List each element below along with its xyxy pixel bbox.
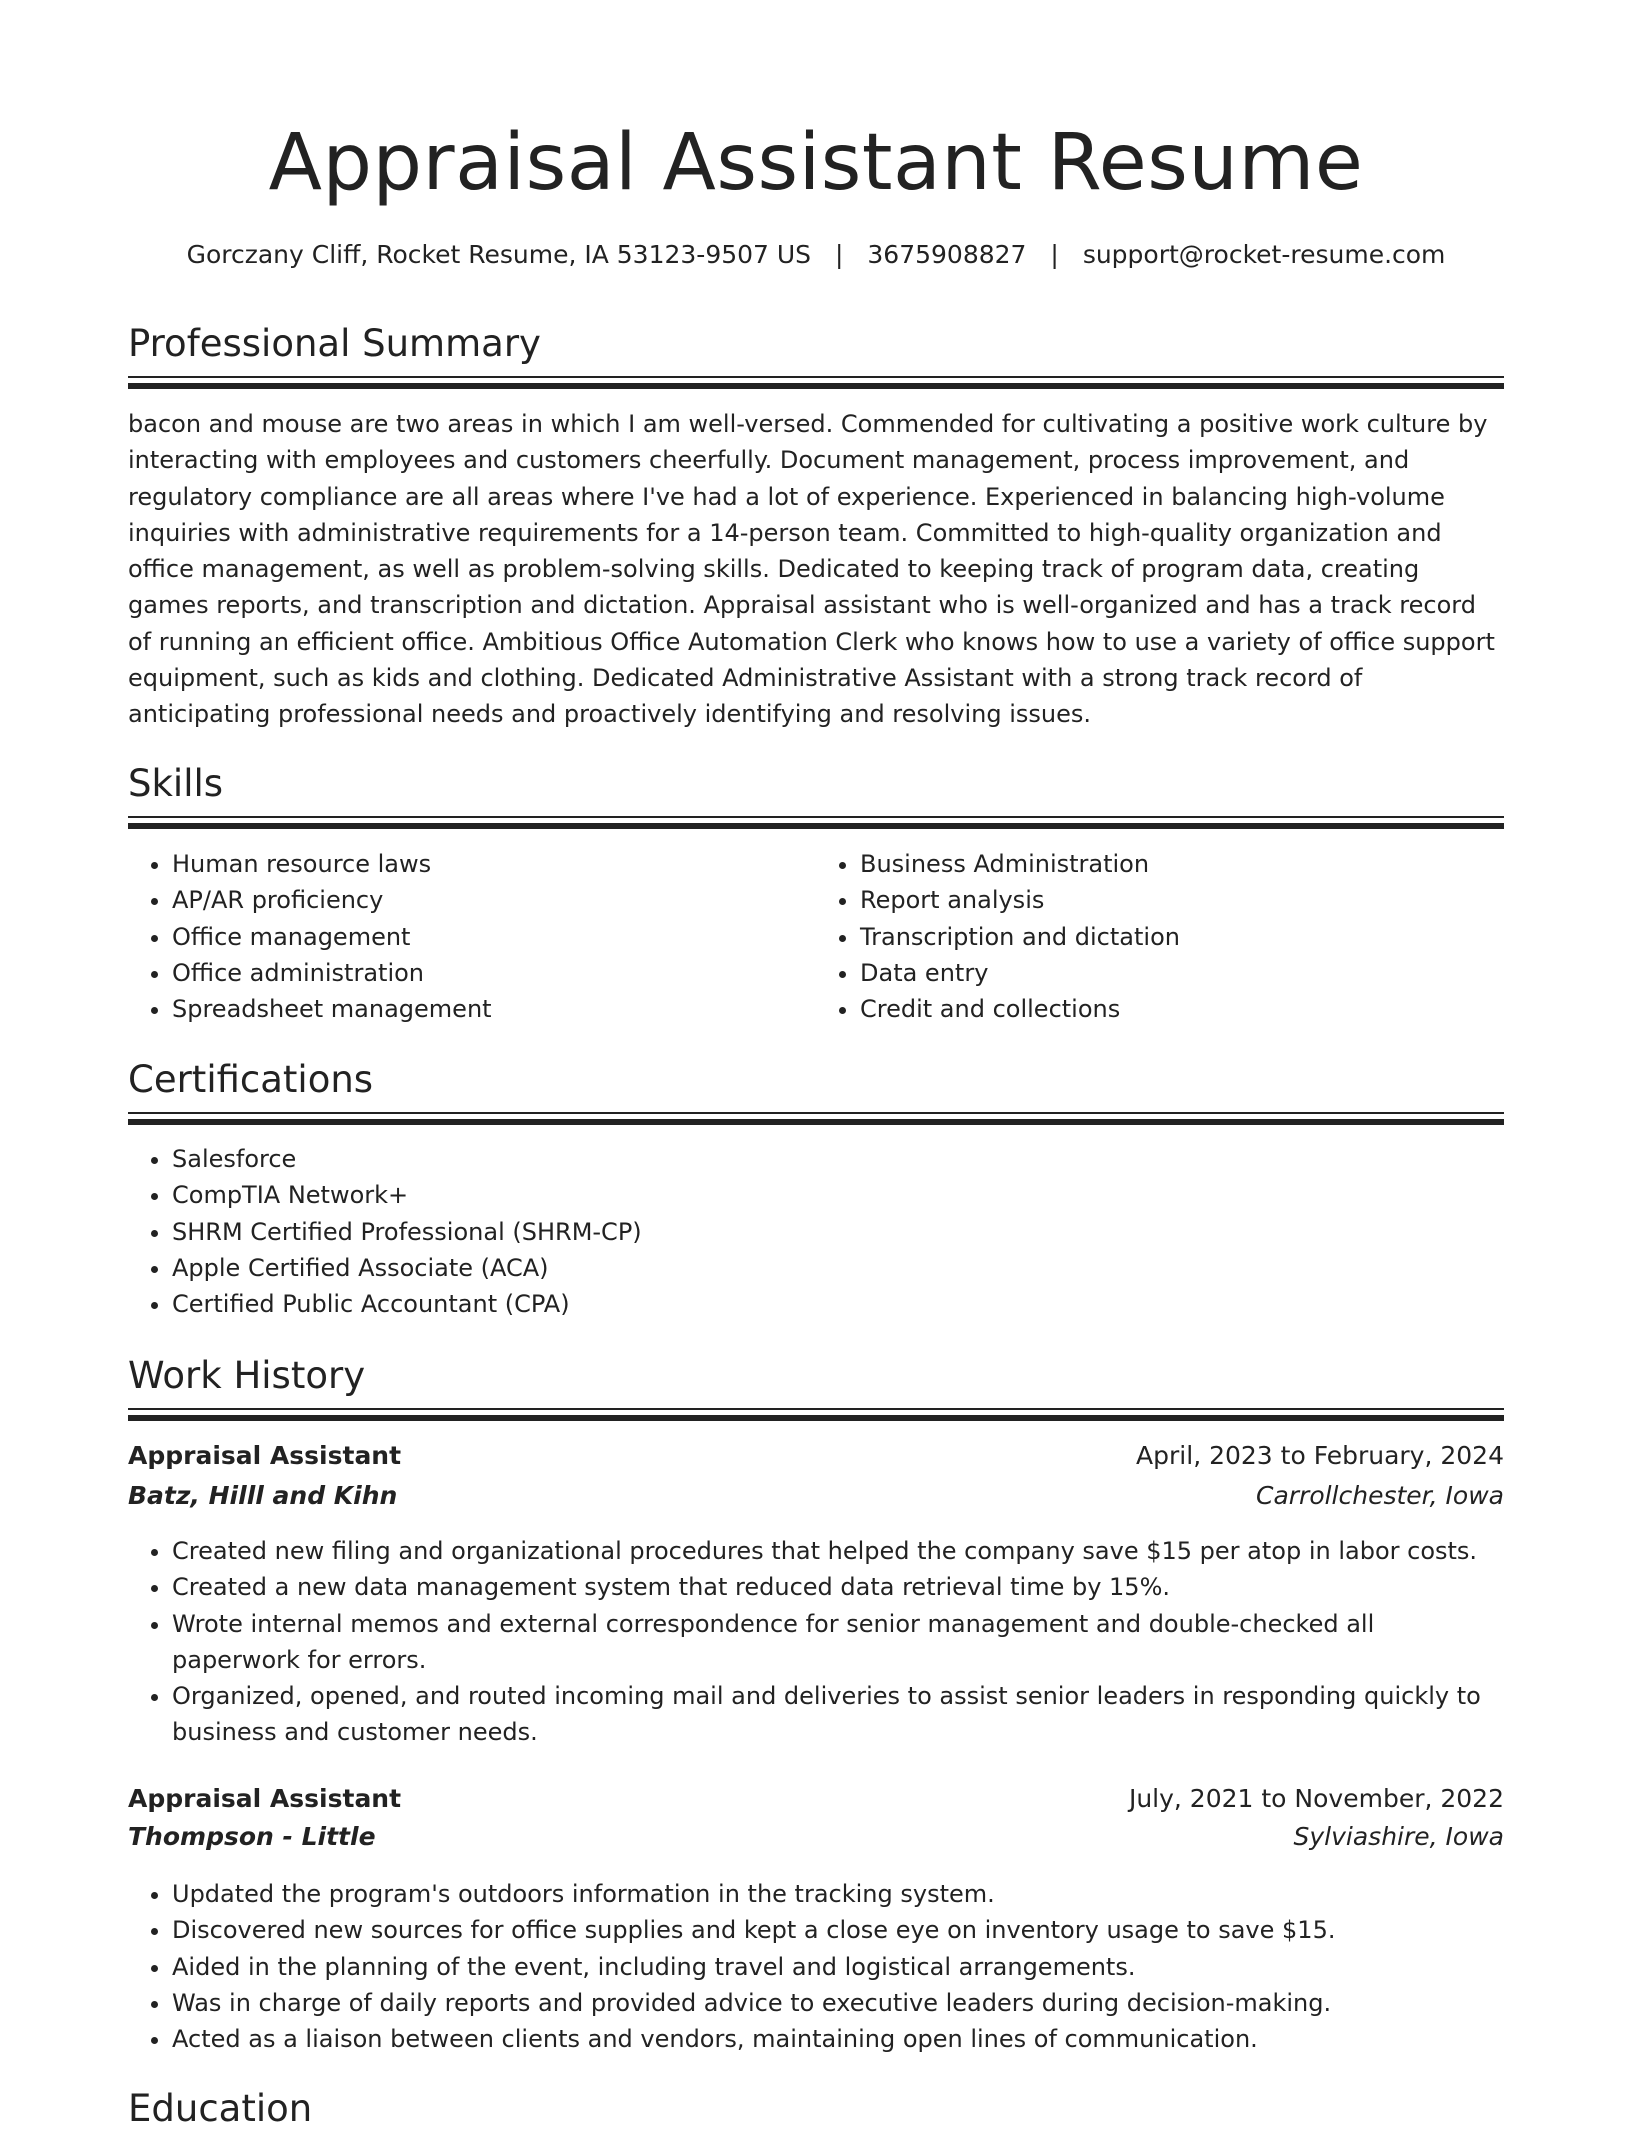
section-rule-thick <box>128 383 1504 389</box>
job-bullet: • Wrote internal memos and external correspondence for senior management and double-checked all paperwork for errors. <box>172 1606 1504 1679</box>
summary-heading: Professional Summary <box>128 322 541 365</box>
job-bullets <box>128 1533 1504 1751</box>
job-dates: April, 2023 to February, 2024 <box>1136 1441 1504 1470</box>
job-bullet: • Updated the program's outdoors information in the tracking system. <box>172 1876 1504 1912</box>
education-section <box>128 2087 1504 2130</box>
summary-text: bacon and mouse are two areas in which I am well-versed. Commended for cultivating a positive work culture by interacting with employees and customers cheerfully. Document management, process improvement, and regulatory compliance are all areas where I've had a lot of experience. Experienced in balancing high-volume inquiries with administrative requirements for a 14-person team. Committed to high-quality organization and office management, as well as problem-solving skills. Dedicated to keeping track of program data, creating games reports, and transcription and dictation. Appraisal assistant who is well-organized and has a track record of running an efficient office. Ambitious Office Automation Clerk who knows how to use a variety of office support equipment, such as kids and clothing. Dedicated Administrative Assistant with a strong track record of anticipating professional needs and proactively identifying and resolving issues. <box>128 410 1495 729</box>
job-dates: July, 2021 to November, 2022 <box>1128 1784 1504 1813</box>
job-location: Sylviashire, Iowa <box>1293 1822 1504 1851</box>
work-heading: Work History <box>128 1354 366 1397</box>
skill-item: • Spreadsheet management <box>172 991 816 1027</box>
job-title: Appraisal Assistant <box>128 1441 402 1470</box>
skills-section <box>128 762 1504 829</box>
certifications-section <box>128 1058 1504 1125</box>
job-bullet: • Discovered new sources for office supplies and kept a close eye on inventory usage to save $15. <box>172 1912 1504 1948</box>
section-rule-thick <box>128 1119 1504 1125</box>
certification-item: • Apple Certified Associate (ACA) <box>172 1250 1504 1286</box>
skills-heading: Skills <box>128 762 224 805</box>
section-rule-thin <box>128 376 1504 378</box>
contact-separator: | <box>1050 240 1059 269</box>
job-bullet: • Aided in the planning of the event, including travel and logistical arrangements. <box>172 1949 1504 1985</box>
skill-item: • Office administration <box>172 955 816 991</box>
contact-phone: 3675908827 <box>867 240 1027 269</box>
education-heading: Education <box>128 2087 313 2130</box>
skill-item: • Data entry <box>860 955 1504 991</box>
skill-item: • AP/AR proficiency <box>172 882 816 918</box>
job-header-row <box>128 1441 1504 1470</box>
work-section <box>128 1354 1504 1421</box>
skill-item: • Transcription and dictation <box>860 919 1504 955</box>
contact-separator: | <box>835 240 844 269</box>
skill-item: • Credit and collections <box>860 991 1504 1027</box>
summary-section <box>128 322 1504 389</box>
job-bullets <box>128 1876 1504 2057</box>
section-rule-thick <box>128 823 1504 829</box>
contact-line <box>128 240 1504 269</box>
certifications-heading: Certifications <box>128 1058 374 1101</box>
job-company: Batz, Hilll and Kihn <box>128 1481 398 1510</box>
contact-address: Gorczany Cliff, Rocket Resume, IA 53123-9507 US <box>186 240 812 269</box>
certification-item: • CompTIA Network+ <box>172 1177 1504 1213</box>
skill-item: • Business Administration <box>860 846 1504 882</box>
certification-item: • Salesforce <box>172 1141 1504 1177</box>
skills-list-right <box>816 846 1504 1027</box>
section-rule-thin <box>128 816 1504 818</box>
job-bullet: • Was in charge of daily reports and provided advice to executive leaders during decision-making. <box>172 1985 1504 2021</box>
job-company: Thompson - Little <box>128 1822 376 1851</box>
certification-item: • SHRM Certified Professional (SHRM-CP) <box>172 1214 1504 1250</box>
certifications-list <box>128 1141 1504 1322</box>
contact-email: support@rocket-resume.com <box>1082 240 1446 269</box>
job-location: Carrollchester, Iowa <box>1255 1481 1504 1510</box>
job-bullet: • Acted as a liaison between clients and vendors, maintaining open lines of communication. <box>172 2021 1504 2057</box>
skill-item: • Report analysis <box>860 882 1504 918</box>
skill-item: • Office management <box>172 919 816 955</box>
job-company-row <box>128 1822 1504 1851</box>
job-bullet: • Created a new data management system that reduced data retrieval time by 15%. <box>172 1569 1504 1605</box>
job-company-row <box>128 1481 1504 1510</box>
skills-list-left <box>128 846 816 1027</box>
section-rule-thin <box>128 1112 1504 1114</box>
job-title: Appraisal Assistant <box>128 1784 402 1813</box>
job-bullet: • Organized, opened, and routed incoming mail and deliveries to assist senior leaders in responding quickly to business and customer needs. <box>172 1678 1504 1751</box>
certification-item: • Certified Public Accountant (CPA) <box>172 1286 1504 1322</box>
section-rule-thick <box>128 1415 1504 1421</box>
job-header-row <box>128 1784 1504 1813</box>
resume-title: Appraisal Assistant Resume <box>268 118 1364 208</box>
skills-columns <box>128 846 1504 1027</box>
section-rule-thin <box>128 1408 1504 1410</box>
skill-item: • Human resource laws <box>172 846 816 882</box>
job-bullet: • Created new filing and organizational procedures that helped the company save $15 per atop in labor costs. <box>172 1533 1504 1569</box>
